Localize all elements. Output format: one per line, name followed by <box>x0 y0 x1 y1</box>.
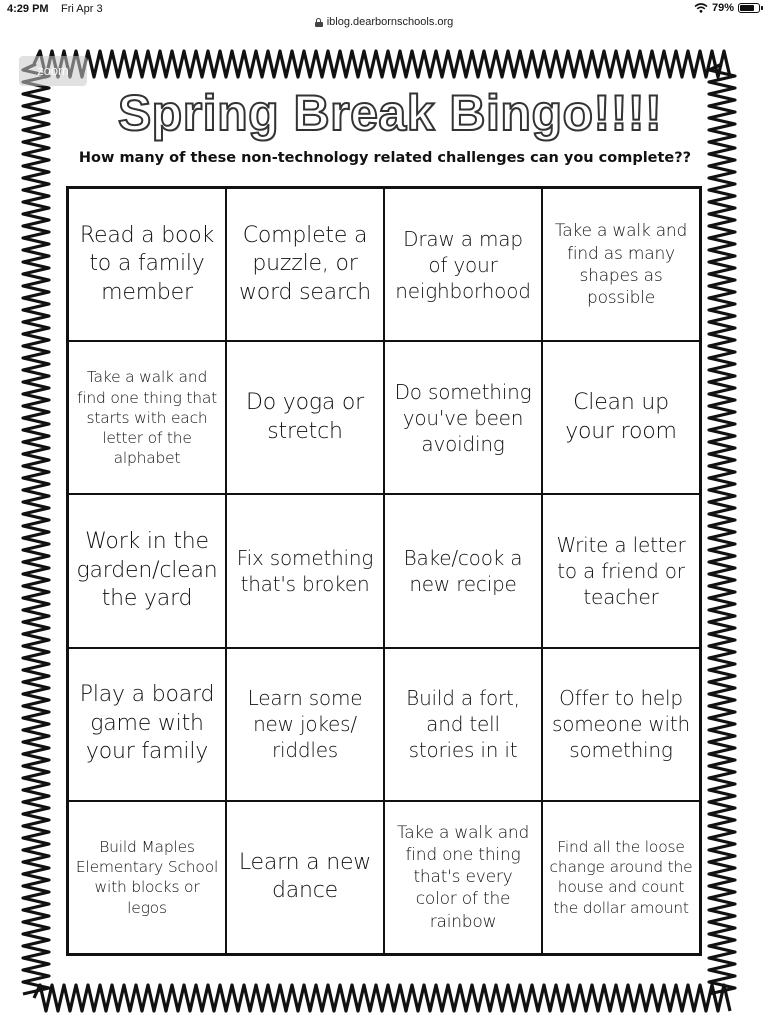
bingo-cell-r3c4: Write a letter to a friend or teacher <box>542 494 700 647</box>
bingo-cell-r5c4: Find all the loose change around the house and count the dollar amount <box>542 801 700 954</box>
bingo-cell-r5c2: Learn a new dance <box>226 801 384 954</box>
bingo-cell-r4c1: Play a board game with your family <box>68 648 226 801</box>
squiggle-border-bottom <box>34 985 730 1011</box>
bingo-cell-r5c1: Build Maples Elementary School with blocks or legos <box>68 801 226 954</box>
squiggle-border-top <box>34 51 730 77</box>
bingo-cell-r2c3: Do something you've been avoiding <box>384 341 542 494</box>
page-title: Spring Break Bingo!!!! <box>117 85 663 141</box>
status-time: 4:29 PM <box>7 3 49 15</box>
bingo-cell-r3c2: Fix something that's broken <box>226 494 384 647</box>
battery-percent: 79% <box>711 2 734 14</box>
url-text[interactable]: iblog.dearbornschools.org <box>326 16 454 28</box>
bingo-cell-r1c4: Take a walk and find as many shapes as possible <box>542 188 700 341</box>
bingo-cell-r4c2: Learn some new jokes/ riddles <box>226 648 384 801</box>
bingo-cell-r2c4: Clean up your room <box>542 341 700 494</box>
bingo-cell-r2c2: Do yoga or stretch <box>226 341 384 494</box>
squiggle-border-left <box>23 64 49 994</box>
squiggle-border-right <box>709 64 735 994</box>
bingo-cell-r1c2: Complete a puzzle, or word search <box>226 188 384 341</box>
bingo-grid <box>66 186 702 956</box>
bingo-cell-r4c4: Offer to help someone with something <box>542 648 700 801</box>
status-date: Fri Apr 3 <box>61 3 103 15</box>
page-subtitle: How many of these non-technology related challenges can you complete?? <box>78 150 692 166</box>
bingo-cell-r3c3: Bake/cook a new recipe <box>384 494 542 647</box>
bingo-cell-r3c1: Work in the garden/clean the yard <box>68 494 226 647</box>
bingo-cell-r4c3: Build a fort, and tell stories in it <box>384 648 542 801</box>
bingo-cell-r5c3: Take a walk and find one thing that's every color of the rainbow <box>384 801 542 954</box>
bingo-cell-r1c3: Draw a map of your neighborhood <box>384 188 542 341</box>
zoom-overlay: zoom <box>19 56 87 86</box>
bingo-cell-r1c1: Read a book to a family member <box>68 188 226 341</box>
bingo-cell-r2c1: Take a walk and find one thing that starts with each letter of the alphabet <box>68 341 226 494</box>
